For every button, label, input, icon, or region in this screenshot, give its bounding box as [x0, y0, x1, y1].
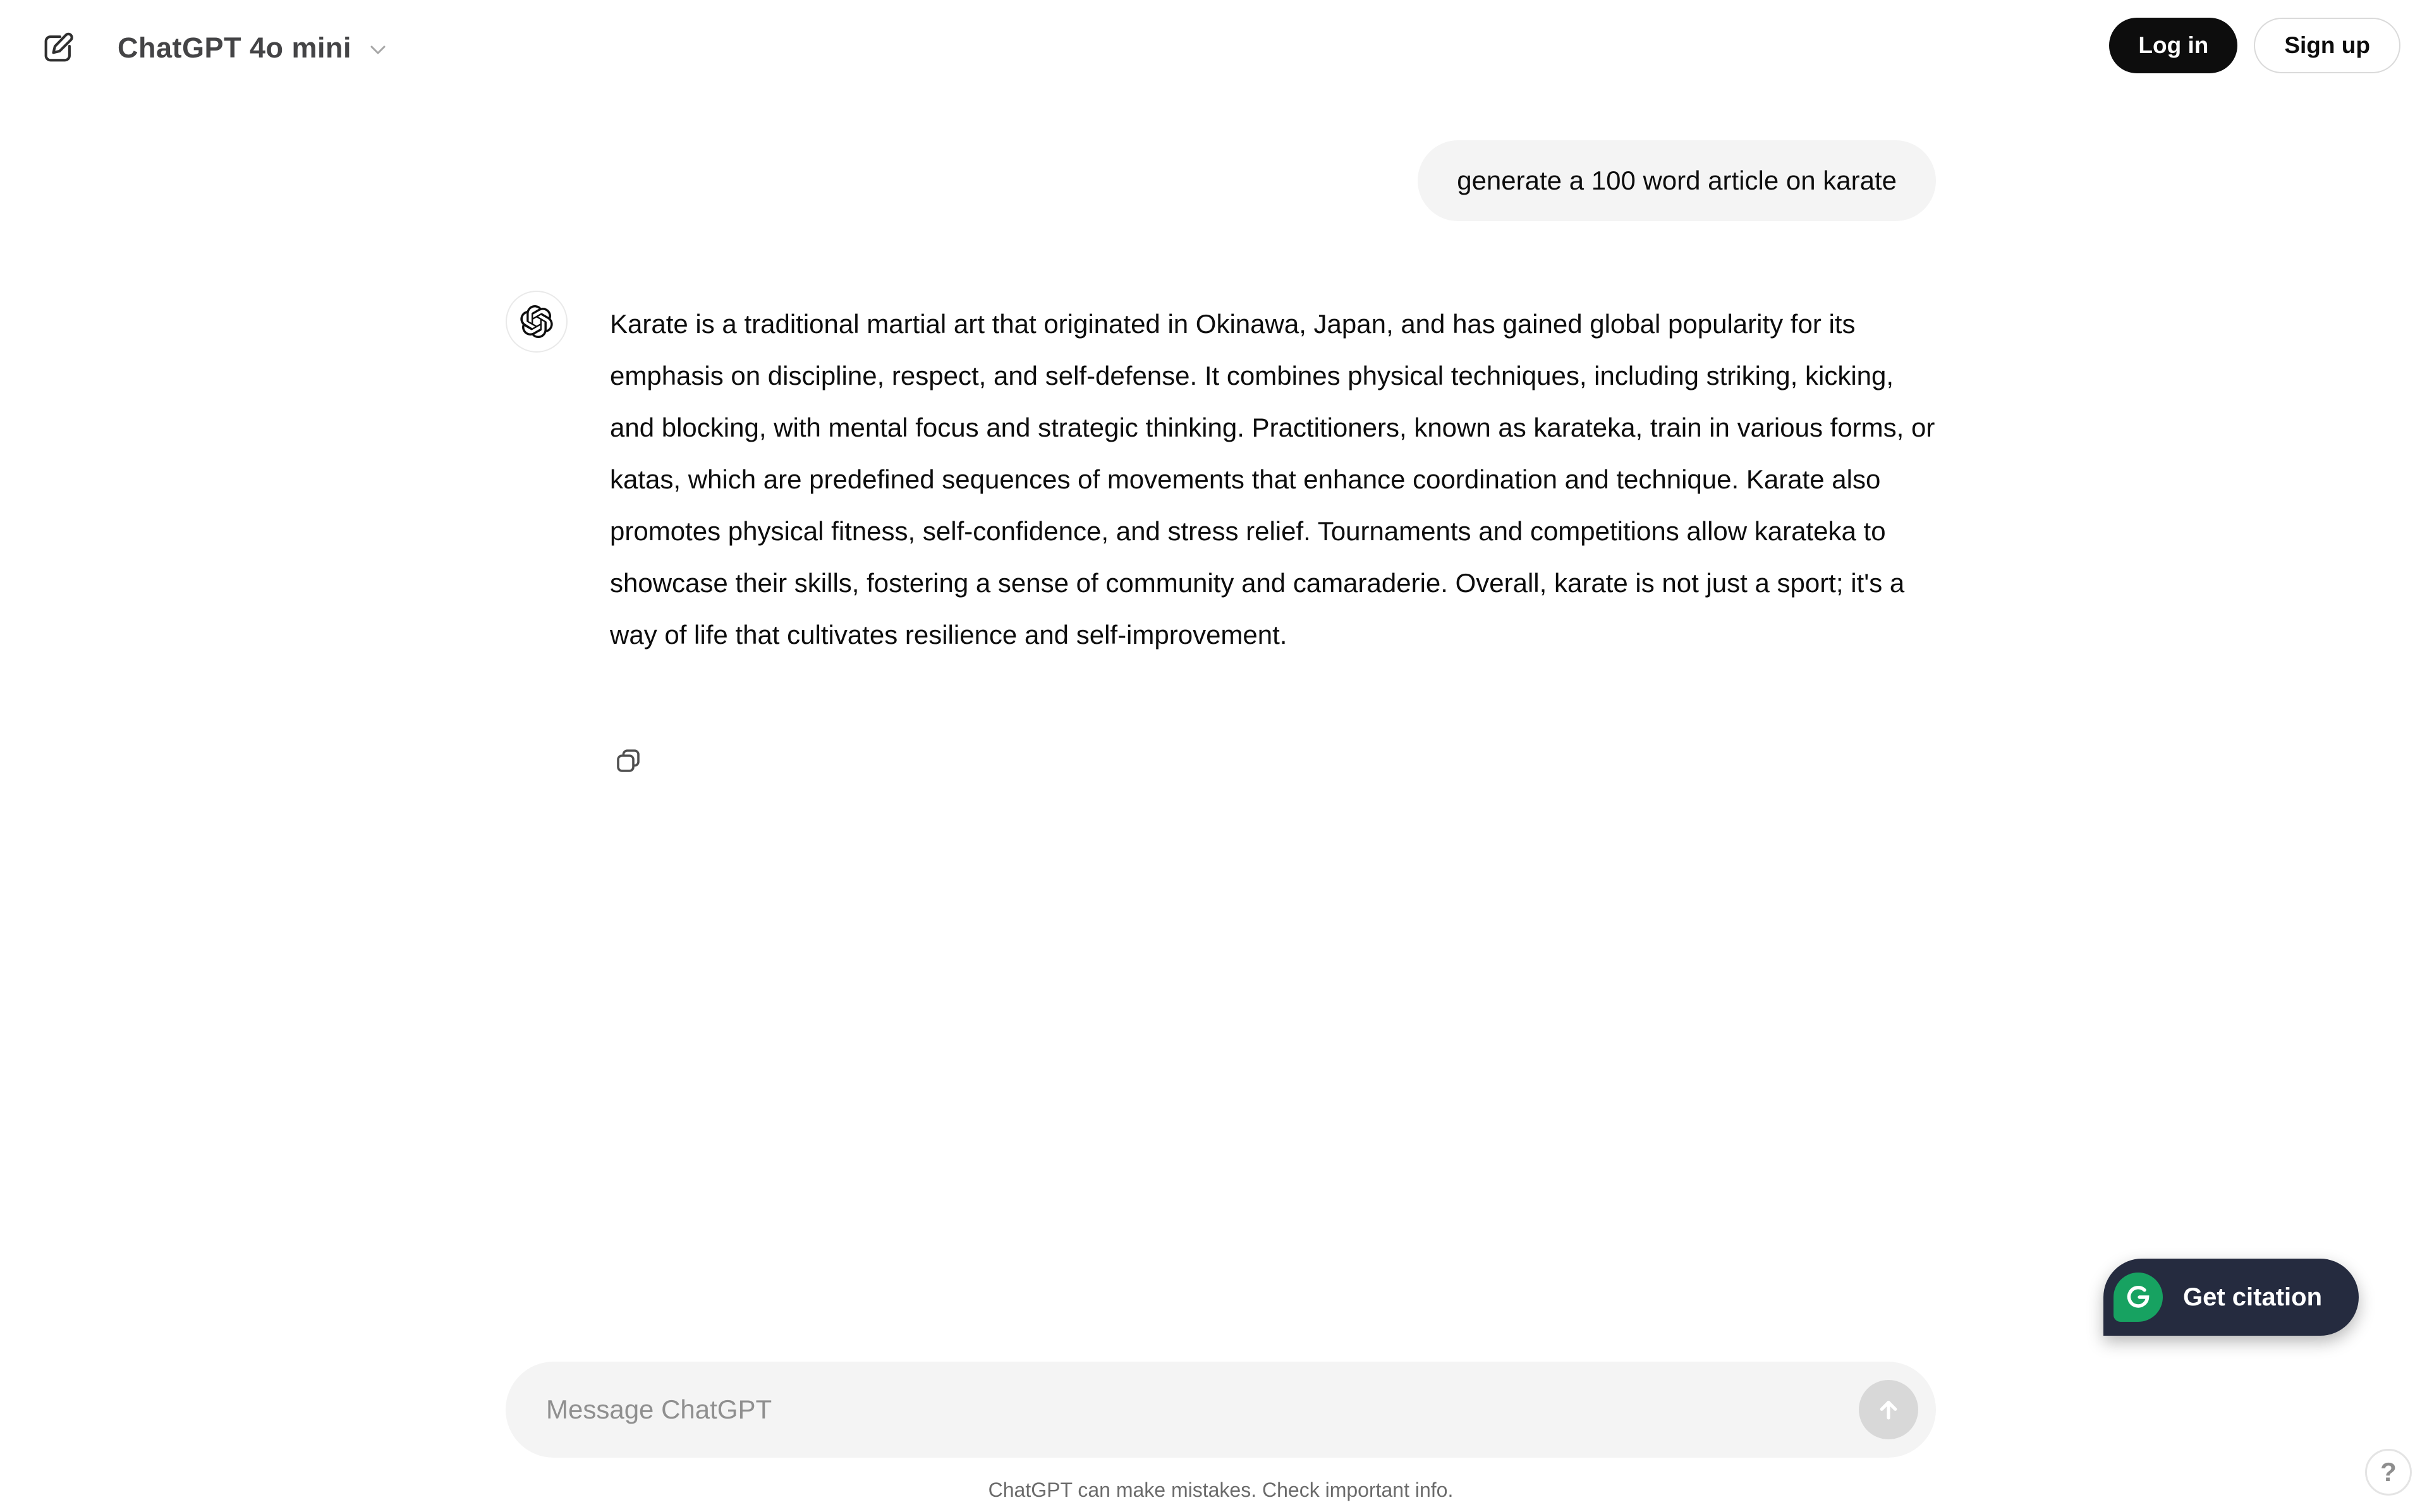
send-button[interactable] — [1859, 1380, 1918, 1439]
model-switcher-label: ChatGPT 4o mini — [118, 32, 352, 64]
openai-logo-icon — [520, 305, 553, 338]
chevron-down-icon — [365, 33, 391, 63]
copy-button[interactable] — [608, 741, 648, 781]
auth-buttons — [2109, 18, 2400, 73]
model-switcher[interactable] — [111, 23, 397, 73]
get-citation-button[interactable] — [2103, 1259, 2359, 1336]
grammarly-g-icon — [2114, 1273, 2163, 1322]
compose-icon — [40, 30, 76, 66]
help-button[interactable] — [2365, 1449, 2412, 1496]
login-button[interactable]: Log in — [2109, 18, 2237, 73]
arrow-up-icon — [1874, 1395, 1903, 1424]
get-citation-label: Get citation — [2183, 1283, 2323, 1311]
new-chat-button[interactable] — [35, 25, 81, 71]
signup-button[interactable]: Sign up — [2254, 18, 2400, 73]
assistant-avatar — [506, 291, 568, 353]
user-message-text: generate a 100 word article on karate — [1457, 166, 1897, 195]
user-message-bubble — [1418, 140, 1936, 221]
assistant-message-text: Karate is a traditional martial art that originated in Okinawa, Japan, and has gained global popularity for its emphasis on discipline, respect, and self-defense. It combines physical techniques, including striking, kicking, and blocking, with mental focus and strategic thinking. Practitioners, known as karateka, train in various forms, or katas, which are predefined sequences of movements that enhance coordination and technique. Karate also promotes physical fitness, self-confidence, and stress relief. Tournaments and competitions allow karateka to showcase their skills, fostering a sense of community and camaraderie. Overall, karate is not just a sport; it's a way of life that cultivates resilience and self-improvement. — [610, 309, 1935, 650]
question-mark-icon: ? — [2380, 1457, 2397, 1487]
composer-bar — [506, 1362, 1936, 1458]
copy-icon — [613, 746, 643, 776]
message-input[interactable] — [506, 1362, 1936, 1458]
disclaimer-text: ChatGPT can make mistakes. Check important info. — [988, 1479, 1454, 1501]
